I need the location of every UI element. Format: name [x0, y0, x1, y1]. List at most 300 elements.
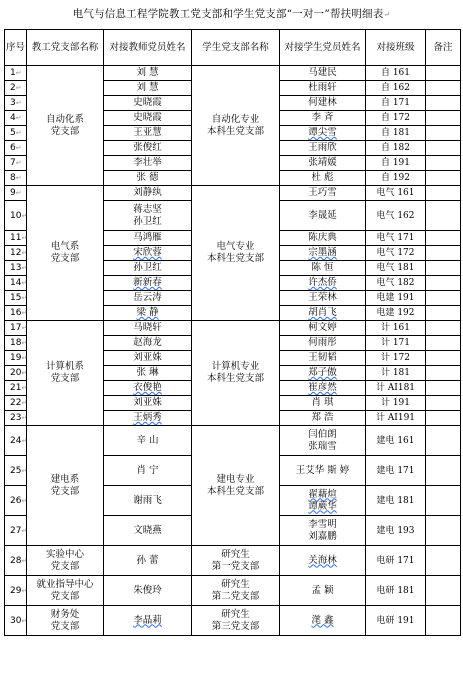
- row-number: [5, 186, 27, 201]
- teacher-member-cell: [104, 456, 192, 486]
- table-row: [5, 66, 461, 81]
- class-name: 自 162: [380, 83, 411, 93]
- teacher-branch-name: 就业指导中心 党支部: [36, 578, 94, 602]
- teacher-branch-cell: [27, 321, 104, 426]
- class-name: 计 181: [380, 368, 411, 378]
- class-cell: [366, 66, 426, 81]
- row-number: [5, 576, 27, 606]
- student-member-cell: [280, 231, 366, 246]
- student-branch-name: 建电专业 本科生党支部: [206, 473, 264, 497]
- student-member-cell: [280, 516, 366, 546]
- student-name: 王韧韬: [308, 352, 337, 363]
- class-cell: [366, 576, 426, 606]
- table-row: [5, 321, 461, 336]
- class-cell: [366, 306, 426, 321]
- teacher-name: 文晓燕: [133, 524, 162, 536]
- student-name: 关海林: [308, 554, 337, 566]
- header-student-branch: 学生党支部名称: [192, 30, 280, 66]
- return-mark: ↵: [21, 384, 28, 392]
- teacher-branch-cell: [27, 66, 104, 186]
- class-cell: [366, 336, 426, 351]
- student-branch-cell: [192, 321, 280, 426]
- header-teacher-branch: 教工党支部名称: [27, 30, 104, 66]
- row-number-text: 18: [10, 338, 22, 348]
- assistance-table: [4, 29, 461, 636]
- class-name: 电气 182: [376, 278, 415, 288]
- class-name: 电气 162: [376, 210, 415, 221]
- teacher-name: 王炳秀: [133, 412, 162, 423]
- teacher-member-cell: [104, 546, 192, 576]
- return-mark: ↵: [21, 324, 28, 332]
- student-member-cell: [280, 171, 366, 186]
- header-class: 对接班级: [366, 30, 426, 66]
- class-name: 自 192: [380, 173, 411, 183]
- row-number: [5, 426, 27, 456]
- student-name: 马建民: [308, 67, 337, 78]
- student-member-cell: [280, 456, 366, 486]
- return-mark: ↵: [21, 211, 28, 220]
- teacher-member-cell: [104, 81, 192, 96]
- row-number-text: 25: [10, 465, 22, 476]
- return-mark: ↵: [21, 264, 28, 272]
- teacher-member-cell: [104, 246, 192, 261]
- row-number-text: 22: [10, 398, 22, 408]
- teacher-member-cell: [104, 336, 192, 351]
- remark-cell: [426, 141, 461, 156]
- class-cell: [366, 351, 426, 366]
- class-name: 计 171: [380, 338, 411, 348]
- remark-cell: [426, 381, 461, 396]
- row-number-text: 16: [10, 308, 22, 318]
- teacher-member-cell: [104, 516, 192, 546]
- remark-cell: [426, 246, 461, 261]
- row-number: [5, 456, 27, 486]
- row-number-text: 1: [10, 68, 16, 78]
- teacher-name: 宋欣蓉: [133, 247, 162, 258]
- return-mark: ↵: [15, 69, 22, 77]
- teacher-name: 刘亚姝: [133, 397, 162, 408]
- return-mark: ↵: [15, 99, 22, 107]
- student-branch-name: 自动化专业 本科生党支部: [206, 113, 264, 137]
- student-member-cell: [280, 81, 366, 96]
- teacher-name: 刘 慧: [136, 67, 159, 78]
- student-member-cell: [280, 156, 366, 171]
- row-number: [5, 516, 27, 546]
- header-no: 序号: [5, 30, 27, 66]
- teacher-member-cell: [104, 126, 192, 141]
- teacher-member-cell: [104, 231, 192, 246]
- row-number-text: 5: [10, 128, 16, 138]
- teacher-branch-name: 实验中心 党支部: [45, 548, 84, 572]
- teacher-name: 马晓轩: [133, 322, 162, 333]
- class-cell: [366, 486, 426, 516]
- student-branch-name: 研究生 第一党支部: [211, 548, 260, 572]
- class-name: 电气 161: [376, 188, 415, 198]
- teacher-member-cell: [104, 201, 192, 231]
- student-member-cell: [280, 111, 366, 126]
- return-mark: ↵: [21, 414, 28, 422]
- student-name: 胡肖飞: [308, 307, 337, 318]
- row-number-text: 27: [10, 525, 22, 536]
- row-number-text: 23: [10, 413, 22, 423]
- teacher-member-cell: [104, 111, 192, 126]
- teacher-member-cell: [104, 156, 192, 171]
- student-branch-cell: [192, 426, 280, 546]
- class-cell: [366, 516, 426, 546]
- row-number-text: 14: [10, 278, 22, 288]
- teacher-member-cell: [104, 576, 192, 606]
- row-number-text: 15: [10, 293, 22, 303]
- student-member-cell: [280, 261, 366, 276]
- teacher-name: 岳云涛: [133, 292, 162, 303]
- teacher-branch-cell: [27, 426, 104, 546]
- return-mark: ↵: [21, 616, 28, 625]
- teacher-name: 刘亚姝: [133, 352, 162, 363]
- teacher-branch-name: 自动化系 党支部: [45, 113, 84, 137]
- row-number: [5, 291, 27, 306]
- class-name: 计 161: [380, 323, 411, 333]
- teacher-name: 朱俊玲: [133, 584, 162, 596]
- class-name: 电气 171: [376, 233, 415, 243]
- return-mark: ↵: [21, 526, 28, 535]
- row-number-text: 12: [10, 248, 22, 258]
- student-branch-cell: [192, 546, 280, 576]
- return-mark: ↵: [15, 159, 22, 167]
- remark-cell: [426, 66, 461, 81]
- student-member-cell: [280, 351, 366, 366]
- teacher-name: 新新春: [133, 277, 162, 288]
- remark-cell: [426, 456, 461, 486]
- return-mark: ↵: [15, 129, 22, 137]
- remark-cell: [426, 231, 461, 246]
- student-member-cell: [280, 546, 366, 576]
- teacher-member-cell: [104, 486, 192, 516]
- teacher-name: 李晶莉: [133, 614, 162, 626]
- remark-cell: [426, 426, 461, 456]
- row-number-text: 28: [10, 555, 22, 566]
- row-number: [5, 261, 27, 276]
- remark-cell: [426, 126, 461, 141]
- row-number-text: 19: [10, 353, 22, 363]
- teacher-name: 孙 蕾: [136, 554, 159, 566]
- student-name: 陈 恒: [311, 262, 334, 273]
- return-mark: ↵: [21, 466, 28, 475]
- teacher-name: 张 琳: [136, 367, 159, 378]
- class-cell: [366, 411, 426, 426]
- return-mark: ↵: [15, 114, 22, 122]
- teacher-name: 马鸿雁: [133, 232, 162, 243]
- row-number-text: 20: [10, 368, 22, 378]
- remark-cell: [426, 306, 461, 321]
- row-number: [5, 126, 27, 141]
- row-number: [5, 411, 27, 426]
- row-number-text: 9: [10, 188, 16, 198]
- class-name: 电建 192: [376, 308, 415, 318]
- teacher-member-cell: [104, 261, 192, 276]
- remark-cell: [426, 336, 461, 351]
- teacher-member-cell: [104, 351, 192, 366]
- remark-cell: [426, 576, 461, 606]
- return-mark: ↵: [21, 399, 28, 407]
- teacher-member-cell: [104, 96, 192, 111]
- remark-cell: [426, 546, 461, 576]
- teacher-name: 梁 静: [136, 307, 159, 318]
- teacher-branch-cell: [27, 186, 104, 321]
- teacher-branch-cell: [27, 546, 104, 576]
- remark-cell: [426, 111, 461, 126]
- student-name: 宗墨涵: [308, 247, 337, 258]
- class-cell: [366, 276, 426, 291]
- teacher-member-cell: [104, 321, 192, 336]
- student-member-cell: [280, 321, 366, 336]
- class-name: 自 171: [380, 98, 411, 108]
- class-cell: [366, 366, 426, 381]
- class-name: 计 AI181: [375, 383, 416, 393]
- remark-cell: [426, 606, 461, 636]
- teacher-branch-name: 财务处 党支部: [50, 608, 80, 632]
- teacher-name: 刘 慧: [136, 82, 159, 93]
- student-member-cell: [280, 126, 366, 141]
- row-number-text: 4: [10, 113, 16, 123]
- remark-cell: [426, 366, 461, 381]
- class-cell: [366, 156, 426, 171]
- row-number: [5, 171, 27, 186]
- return-mark: ↵: [21, 586, 28, 595]
- row-number-text: 2: [10, 83, 16, 93]
- teacher-branch-name: 电气系 党支部: [50, 241, 80, 264]
- teacher-member-cell: [104, 396, 192, 411]
- teacher-name: 赵海龙: [133, 337, 162, 348]
- student-name: 何雨彤: [308, 337, 337, 348]
- student-name: 谭尖雪: [308, 127, 337, 138]
- class-cell: [366, 231, 426, 246]
- student-name: 何建林: [308, 97, 337, 108]
- class-name: 建电 171: [376, 465, 415, 476]
- row-number: [5, 156, 27, 171]
- class-cell: [366, 126, 426, 141]
- teacher-branch-name: 建电系 党支部: [50, 473, 80, 497]
- class-name: 自 172: [380, 113, 411, 123]
- row-number-text: 30: [10, 615, 22, 626]
- row-number-text: 13: [10, 263, 22, 273]
- student-name: 许杰侨: [308, 277, 337, 288]
- remark-cell: [426, 321, 461, 336]
- student-name: 李雪明 刘嘉鹏: [308, 518, 337, 542]
- class-name: 建电 193: [376, 525, 415, 536]
- remark-cell: [426, 81, 461, 96]
- class-name: 电研 191: [376, 615, 415, 626]
- table-body: [5, 66, 461, 636]
- class-cell: [366, 426, 426, 456]
- student-member-cell: [280, 306, 366, 321]
- return-mark: ↵: [15, 144, 22, 152]
- class-cell: [366, 321, 426, 336]
- teacher-name: 王亚慧: [133, 127, 162, 138]
- return-mark: ↵: [21, 354, 28, 362]
- teacher-member-cell: [104, 276, 192, 291]
- teacher-branch-name: 计算机系 党支部: [45, 361, 84, 384]
- teacher-member-cell: [104, 426, 192, 456]
- row-number: [5, 366, 27, 381]
- row-number-text: 29: [10, 585, 22, 596]
- teacher-member-cell: [104, 186, 192, 201]
- teacher-name: 肖 宁: [136, 464, 159, 476]
- remark-cell: [426, 411, 461, 426]
- teacher-member-cell: [104, 171, 192, 186]
- row-number: [5, 606, 27, 636]
- teacher-name: 史晓霞: [133, 112, 162, 123]
- document-title: 电气与信息工程学院教工党支部和学生党支部“一对一”帮扶明细表↵: [72, 8, 391, 20]
- teacher-name: 辛 山: [136, 434, 159, 446]
- header-remark: 备注: [426, 30, 461, 66]
- class-cell: [366, 111, 426, 126]
- teacher-name: 蒋志坚 孙卫红: [133, 203, 162, 227]
- teacher-name: 张俊红: [133, 142, 162, 153]
- class-cell: [366, 381, 426, 396]
- row-number: [5, 141, 27, 156]
- return-mark: ↵: [15, 189, 22, 197]
- teacher-name: 刘静纨: [133, 187, 162, 198]
- student-branch-name: 计算机专业 本科生党支部: [206, 361, 264, 384]
- row-number: [5, 306, 27, 321]
- class-cell: [366, 396, 426, 411]
- student-branch-cell: [192, 186, 280, 321]
- class-name: 电气 181: [376, 263, 415, 273]
- student-name: 杜 彪: [311, 172, 334, 183]
- student-member-cell: [280, 276, 366, 291]
- remark-cell: [426, 351, 461, 366]
- table-row: [5, 546, 461, 576]
- row-number: [5, 486, 27, 516]
- student-name: 肖 琪: [311, 397, 334, 408]
- student-name: 陈庆典: [308, 232, 337, 243]
- row-number: [5, 321, 27, 336]
- class-name: 建电 161: [376, 435, 415, 446]
- class-name: 电气 172: [376, 248, 415, 258]
- row-number: [5, 336, 27, 351]
- teacher-name: 李壮举: [133, 157, 162, 168]
- remark-cell: [426, 261, 461, 276]
- return-mark: ↵: [21, 279, 28, 287]
- teacher-member-cell: [104, 606, 192, 636]
- class-name: 自 182: [380, 143, 411, 153]
- row-number: [5, 201, 27, 231]
- teacher-member-cell: [104, 381, 192, 396]
- teacher-branch-cell: [27, 606, 104, 636]
- remark-cell: [426, 486, 461, 516]
- teacher-member-cell: [104, 141, 192, 156]
- row-number: [5, 81, 27, 96]
- student-name: 张靖媛: [308, 157, 337, 168]
- class-name: 计 191: [380, 398, 411, 408]
- remark-cell: [426, 276, 461, 291]
- teacher-member-cell: [104, 291, 192, 306]
- teacher-name: 衣俊艳: [133, 382, 162, 393]
- teacher-name: 谢雨飞: [133, 494, 162, 506]
- student-member-cell: [280, 426, 366, 456]
- student-member-cell: [280, 66, 366, 81]
- student-name: 郑 浩: [311, 412, 334, 423]
- student-branch-cell: [192, 606, 280, 636]
- row-number-text: 24: [10, 435, 22, 446]
- row-number-text: 3: [10, 98, 16, 108]
- return-mark: ↵: [21, 309, 28, 317]
- row-number: [5, 396, 27, 411]
- student-member-cell: [280, 411, 366, 426]
- student-name: 柯文婷: [308, 322, 337, 333]
- class-name: 电建 191: [376, 293, 415, 303]
- class-name: 电研 171: [376, 555, 415, 566]
- student-branch-cell: [192, 576, 280, 606]
- student-member-cell: [280, 201, 366, 231]
- student-member-cell: [280, 246, 366, 261]
- class-name: 建电 181: [376, 495, 415, 506]
- student-member-cell: [280, 486, 366, 516]
- class-name: 自 181: [380, 128, 411, 138]
- student-branch-cell: [192, 66, 280, 186]
- class-cell: [366, 606, 426, 636]
- class-cell: [366, 546, 426, 576]
- class-cell: [366, 96, 426, 111]
- return-mark: ↵: [21, 249, 28, 257]
- student-branch-name: 研究生 第三党支部: [211, 608, 260, 632]
- row-number: [5, 351, 27, 366]
- student-member-cell: [280, 606, 366, 636]
- student-member-cell: [280, 96, 366, 111]
- teacher-member-cell: [104, 411, 192, 426]
- row-number: [5, 231, 27, 246]
- row-number: [5, 246, 27, 261]
- class-cell: [366, 456, 426, 486]
- class-name: 计 AI191: [375, 413, 416, 423]
- return-mark: ↵: [21, 556, 28, 565]
- row-number-text: 7: [10, 158, 16, 168]
- return-mark: ↵: [21, 496, 28, 505]
- row-number-text: 10: [10, 210, 22, 221]
- class-cell: [366, 141, 426, 156]
- class-name: 自 161: [380, 68, 411, 78]
- teacher-member-cell: [104, 306, 192, 321]
- remark-cell: [426, 186, 461, 201]
- table-row: [5, 426, 461, 456]
- student-name: 王艾华 斯 婷: [295, 464, 350, 476]
- row-number-text: 6: [10, 143, 16, 153]
- student-member-cell: [280, 381, 366, 396]
- student-name: 王雨欣: [308, 142, 337, 153]
- student-member-cell: [280, 186, 366, 201]
- student-member-cell: [280, 366, 366, 381]
- return-mark: ↵: [15, 84, 22, 92]
- student-name: 孟 颖: [311, 584, 334, 596]
- table-row: [5, 186, 461, 201]
- remark-cell: [426, 171, 461, 186]
- row-number: [5, 546, 27, 576]
- header-student-member: 对接学生党员姓名: [280, 30, 366, 66]
- row-number-text: 26: [10, 495, 22, 506]
- class-cell: [366, 81, 426, 96]
- student-name: 崔彦然: [308, 382, 337, 393]
- student-branch-name: 电气专业 本科生党支部: [206, 241, 264, 264]
- return-mark: ↵: [21, 369, 28, 377]
- class-cell: [366, 201, 426, 231]
- remark-cell: [426, 156, 461, 171]
- row-number: [5, 96, 27, 111]
- table-row: [5, 576, 461, 606]
- row-number-text: 11: [10, 233, 22, 243]
- student-name: 郑子傲: [308, 367, 337, 378]
- class-cell: [366, 186, 426, 201]
- return-mark: ↵: [21, 234, 28, 242]
